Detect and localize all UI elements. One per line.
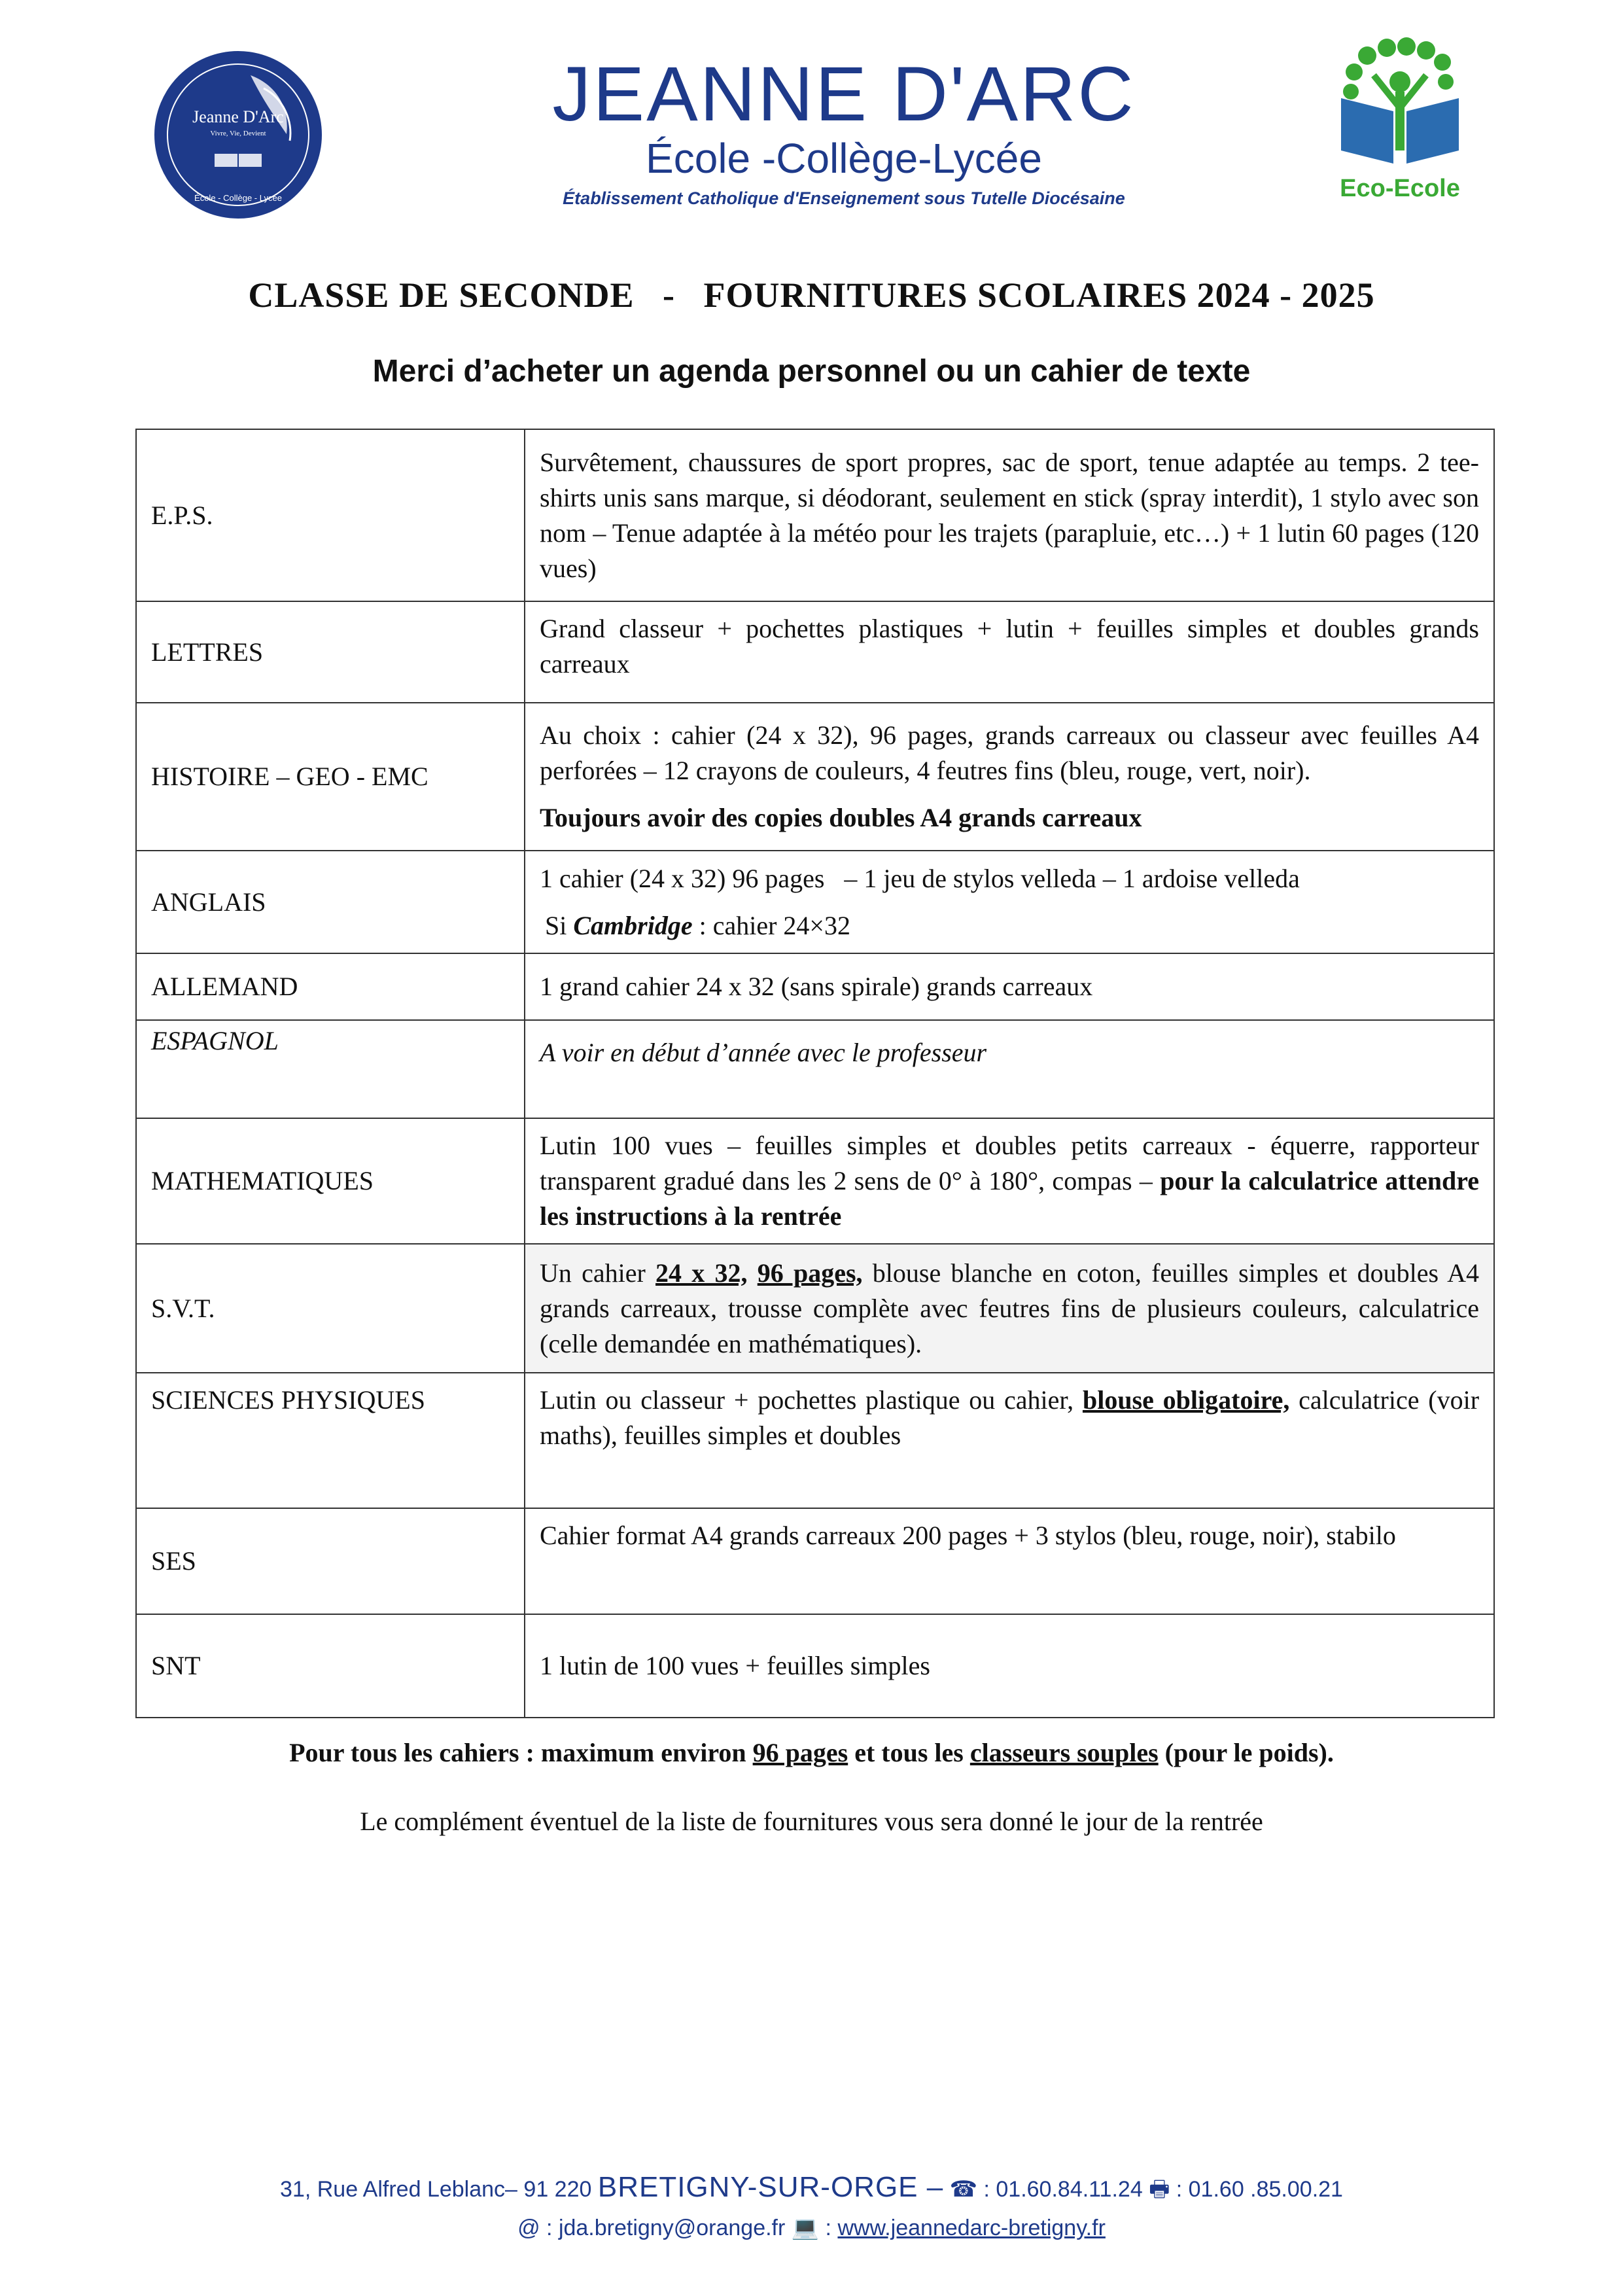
eco-ecole-logo — [1328, 36, 1472, 203]
supplies-text: 1 cahier (24 x 32) 96 pages – 1 jeu de stylos velleda – 1 ardoise velleda — [540, 863, 1300, 893]
supplies-text: Lutin ou classeur + pochettes plastique ou cahier, — [540, 1385, 1074, 1415]
note-underlined: classeurs souples — [969, 1738, 1159, 1767]
subject-cell: HISTOIRE – GEO - EMC — [136, 703, 525, 851]
table-row — [136, 1118, 1494, 1244]
svg-text:École - Collège - Lycée: École - Collège - Lycée — [194, 193, 282, 203]
supplies-table — [135, 429, 1495, 1718]
subject-cell: ALLEMAND — [136, 953, 525, 1020]
svg-text:Vivre, Vie, Devient: Vivre, Vie, Devient — [210, 130, 266, 137]
supplies-text: Lutin 100 vues – feuilles simples et doubles petits carreaux - équerre, rapporteur transparent gradué dans les 2 sens de 0° à 180°, compas – — [540, 1131, 1479, 1195]
table-row — [136, 1508, 1494, 1614]
supplies-cell — [525, 1373, 1494, 1508]
supplies-cell: Cahier format A4 grands carreaux 200 pages + 3 stylos (bleu, rouge, noir), stabilo — [525, 1508, 1494, 1614]
subject-cell: SES — [136, 1508, 525, 1614]
contact-line: @ : jda.bretigny@orange.fr 💻 : www.jeannedarc-bretigny.fr — [517, 2216, 1106, 2240]
computer-icon: 💻 — [791, 2216, 820, 2240]
svg-text:Jeanne D'Arc: Jeanne D'Arc — [192, 107, 284, 126]
supplies-cell — [525, 851, 1494, 953]
supplies-cell — [525, 1118, 1494, 1244]
supplies-text: blouse blanche en coton, feuilles simples et doubles A4 grands carreaux, trousse complète avec feutres fins de plusieurs couleurs, calculatrice (celle demandée en mathématiques). — [540, 1258, 1479, 1358]
table-row — [136, 1244, 1494, 1373]
address-line: 31, Rue Alfred Leblanc– 91 220 BRETIGNY-SUR-ORGE – ☎ : 01.60.84.11.24 🖶 : 01.60 .85.00.21 — [280, 2171, 1343, 2203]
subject-cell: E.P.S. — [136, 429, 525, 601]
table-row — [136, 851, 1494, 953]
supplies-cell — [525, 703, 1494, 851]
subject-cell: S.V.T. — [136, 1244, 525, 1373]
subject-cell: ESPAGNOL — [136, 1020, 525, 1118]
supplies-cell — [525, 1244, 1494, 1373]
school-logo — [152, 49, 324, 221]
table-row — [136, 1614, 1494, 1718]
note-text: et tous les — [854, 1738, 964, 1767]
email-address[interactable]: jda.bretigny@orange.fr — [558, 2216, 786, 2240]
supplies-cell: A voir en début d’année avec le professeur — [525, 1020, 1494, 1118]
supplies-text: Un cahier — [540, 1258, 646, 1288]
subject-cell: LETTRES — [136, 601, 525, 703]
email-icon: @ — [517, 2216, 540, 2240]
supplies-cell: 1 lutin de 100 vues + feuilles simples — [525, 1614, 1494, 1718]
page-title: CLASSE DE SECONDE - FOURNITURES SCOLAIRES 2024 - 2025 — [248, 275, 1375, 315]
supplies-underlined: 96 pages, — [757, 1258, 863, 1288]
school-brand — [419, 51, 1269, 209]
phone-icon: ☎ — [949, 2177, 978, 2202]
supplies-cell: Survêtement, chaussures de sport propres, sac de sport, tenue adaptée au temps. 2 tee-shirts unis sans marque, si déodorant, seulement en stick (spray interdit), 1 stylo avec son nom – Tenue adaptée à la météo pour les trajets (parapluie, etc…) + 1 lutin 60 pages (120 vues) — [525, 429, 1494, 601]
street-address: 31, Rue Alfred Leblanc– 91 220 — [280, 2177, 592, 2202]
subject-cell: ANGLAIS — [136, 851, 525, 953]
city: BRETIGNY-SUR-ORGE – — [597, 2171, 944, 2203]
note-underlined: 96 pages — [752, 1738, 848, 1767]
website-link[interactable]: www.jeannedarc-bretigny.fr — [837, 2216, 1106, 2240]
phone-number: 01.60.84.11.24 — [996, 2177, 1143, 2202]
complement-note: Le complément éventuel de la liste de fournitures vous sera donné le jour de la rentrée — [360, 1807, 1263, 1836]
table-row — [136, 601, 1494, 703]
table-row — [136, 429, 1494, 601]
note-text: (pour le poids). — [1164, 1738, 1334, 1767]
subject-cell: SCIENCES PHYSIQUES — [136, 1373, 525, 1508]
subject-cell: SNT — [136, 1614, 525, 1718]
school-levels: École -Collège-Lycée — [646, 135, 1042, 182]
cambridge-note — [540, 908, 1479, 944]
supplies-underlined: blouse obligatoire, — [1082, 1385, 1290, 1415]
supplies-text-bold: pour la calculatrice attendre les instructions à la rentrée — [540, 1166, 1480, 1231]
table-row — [136, 1020, 1494, 1118]
cambridge-prefix: Si — [545, 910, 567, 940]
notebooks-note — [0, 1737, 1623, 1768]
cambridge-suffix: : cahier 24×32 — [699, 910, 850, 940]
supplies-cell: 1 grand cahier 24 x 32 (sans spirale) grands carreaux — [525, 953, 1494, 1020]
svg-text:Eco-Ecole: Eco-Ecole — [1340, 175, 1460, 202]
fax-icon: 🖶 — [1149, 2177, 1170, 2202]
school-name: JEANNE D'ARC — [552, 51, 1136, 137]
supplies-cell: Grand classeur + pochettes plastiques + lutin + feuilles simples et doubles grands carreaux — [525, 601, 1494, 703]
supplies-text-bold: Toujours avoir des copies doubles A4 grands carreaux — [540, 803, 1142, 832]
note-text: Pour tous les cahiers : maximum environ — [289, 1738, 746, 1767]
supplies-text: Au choix : cahier (24 x 32), 96 pages, grands carreaux ou classeur avec feuilles A4 perforées – 12 crayons de couleurs, 4 feutres fins (bleu, rouge, vert, noir). — [540, 720, 1479, 785]
table-row — [136, 1373, 1494, 1508]
fax-number: 01.60 .85.00.21 — [1188, 2177, 1343, 2202]
cambridge-word: Cambridge — [573, 910, 693, 940]
subject-cell: MATHEMATIQUES — [136, 1118, 525, 1244]
supplies-text: calculatrice (voir maths), feuilles simples et doubles — [540, 1385, 1480, 1450]
school-tagline: Établissement Catholique d'Enseignement sous Tutelle Diocésaine — [563, 188, 1125, 209]
supplies-underlined: 24 x 32, — [655, 1258, 748, 1288]
page-subtitle: Merci d’acheter un agenda personnel ou un cahier de texte — [372, 354, 1251, 389]
table-row — [136, 953, 1494, 1020]
table-row — [136, 703, 1494, 851]
